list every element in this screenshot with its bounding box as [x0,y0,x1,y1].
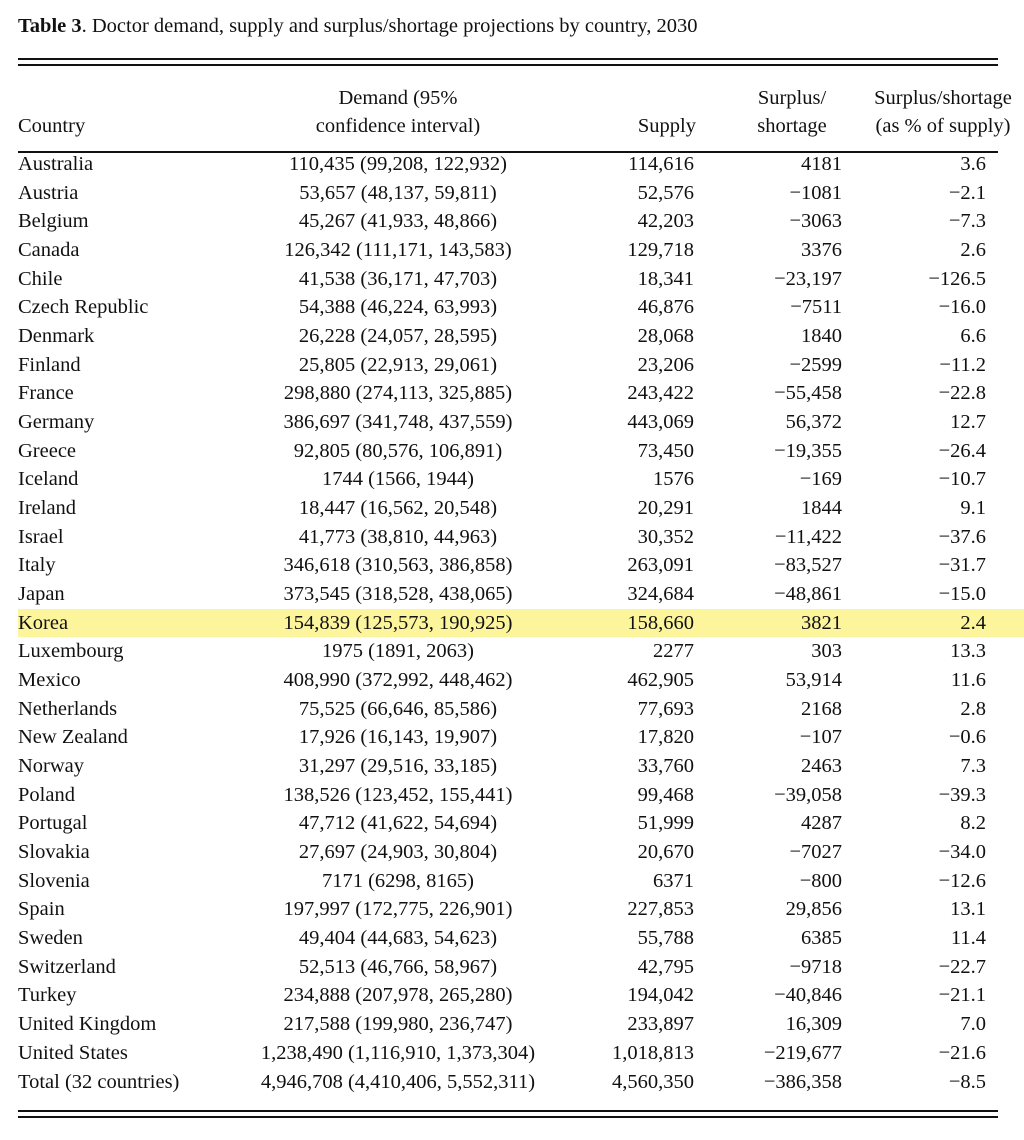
cell-country: Australia [18,153,94,175]
cell-demand: 4,946,708 (4,410,406, 5,552,311) [260,1070,536,1093]
cell-surplus: 2168 [801,697,842,720]
cell-supply: 243,422 [627,382,694,405]
cell-demand: 110,435 (99,208, 122,932) [289,153,507,175]
table-row [18,351,1024,380]
cell-supply: 23,206 [637,353,694,376]
cell-demand: 41,538 (36,171, 47,703) [298,267,498,290]
cell-supply: 73,450 [637,439,694,462]
cell-pct: −7.3 [948,210,986,233]
table-row [18,895,1024,924]
table-row [18,1010,1024,1039]
table-row [18,752,1024,781]
cell-demand: 75,525 (66,646, 85,586) [298,697,498,720]
cell-supply: 129,718 [627,239,694,262]
cell-supply: 462,905 [627,669,694,692]
header-supply: Supply [637,115,696,137]
table-row [18,809,1024,838]
cell-demand: 17,926 (16,143, 19,907) [298,726,498,749]
cell-surplus: −386,358 [763,1070,842,1093]
cell-surplus: −219,677 [763,1041,842,1064]
table-row [18,1068,1024,1097]
header-country: Country [18,115,86,137]
cell-supply: 77,693 [637,697,694,720]
cell-pct: 11.4 [950,927,986,950]
cell-supply: 263,091 [627,554,694,577]
table-row [18,523,1024,552]
cell-surplus: −19,355 [774,439,842,462]
cell-country: Slovakia [18,841,90,864]
cell-supply: 30,352 [637,525,694,548]
cell-pct: −11.2 [939,353,986,376]
cell-country: Netherlands [18,697,118,720]
cell-surplus: 1844 [801,497,842,520]
cell-surplus: −55,458 [774,382,842,405]
cell-demand: 49,404 (44,683, 54,623) [298,927,498,950]
table-row [18,265,1024,294]
cell-country: Total (32 countries) [18,1070,180,1093]
cell-country: Portugal [18,812,88,835]
cell-pct: 2.4 [856,609,1024,638]
cell-country: Chile [18,267,63,290]
table-row-highlighted [18,609,1024,638]
cell-country: Norway [18,755,85,778]
cell-surplus: −9718 [789,955,842,978]
cell-country: Czech Republic [18,296,149,319]
cell-demand: 298,880 (274,113, 325,885) [283,382,513,405]
cell-pct: −126.5 [928,267,986,290]
cell-pct: −21.6 [938,1041,986,1064]
cell-pct: 12.7 [950,411,986,434]
header-pct [856,82,1024,150]
table-row [18,293,1024,322]
cell-pct: 3.6 [960,153,986,175]
cell-demand: 52,513 (46,766, 58,967) [298,955,498,978]
table-row [18,236,1024,265]
cell-demand: 53,657 (48,137, 59,811) [299,181,497,204]
cell-demand: 234,888 (207,978, 265,280) [283,984,513,1007]
table-row [18,695,1024,724]
header-rule [18,151,998,153]
cell-demand: 25,805 (22,913, 29,061) [298,353,498,376]
cell-country: Sweden [18,927,83,950]
cell-demand: 1744 (1566, 1944) [321,468,475,491]
header-surplus-line1: Surplus/ [757,87,827,109]
cell-surplus: 4181 [801,153,842,175]
table-row [18,981,1024,1010]
top-rule-2 [18,64,998,66]
cell-pct: 7.0 [960,1013,986,1036]
cell-supply: 28,068 [637,325,694,348]
cell-country: Japan [18,583,65,606]
cell-pct: −8.5 [948,1070,986,1093]
cell-pct: 8.2 [960,812,986,835]
table-title: . Doctor demand, supply and surplus/shortage projections by country, 2030 [81,15,698,37]
table-row [18,666,1024,695]
cell-supply: 233,897 [627,1013,694,1036]
cell-pct: 2.6 [960,239,986,262]
cell-surplus: −3063 [789,210,842,233]
cell-demand: 92,805 (80,576, 106,891) [293,439,503,462]
cell-surplus: −83,527 [774,554,842,577]
cell-country: United Kingdom [18,1013,157,1036]
cell-surplus: −169 [799,468,842,491]
table-row [18,781,1024,810]
cell-country: Slovenia [18,869,90,892]
header-surplus-line2: shortage [757,115,827,137]
cell-supply: 6371 [653,869,694,892]
cell-demand: 27,697 (24,903, 30,804) [298,841,498,864]
cell-supply: 443,069 [627,411,694,434]
table-row [18,494,1024,523]
header-demand [230,82,566,150]
cell-pct: −15.0 [938,583,986,606]
cell-pct: −22.7 [938,955,986,978]
cell-surplus: 303 [811,640,842,663]
table-row [18,723,1024,752]
cell-supply: 4,560,350 [612,1070,694,1093]
cell-country: New Zealand [18,726,128,749]
cell-country: Spain [18,898,65,921]
table-row [18,437,1024,466]
cell-demand: 1,238,490 (1,116,910, 1,373,304) [260,1041,536,1064]
cell-surplus: −11,422 [774,525,842,548]
table-row [18,580,1024,609]
table-body [18,150,1024,1096]
cell-supply: 20,670 [637,841,694,864]
cell-supply: 1576 [653,468,694,491]
cell-country: Denmark [18,325,95,348]
cell-supply: 33,760 [637,755,694,778]
cell-demand: 41,773 (38,810, 44,963) [298,525,498,548]
table-row [18,637,1024,666]
table-row [18,207,1024,236]
table-row [18,322,1024,351]
cell-surplus: −23,197 [774,267,842,290]
table-row [18,150,1024,179]
cell-pct: 11.6 [950,669,986,692]
cell-pct: −21.1 [938,984,986,1007]
cell-surplus: 4287 [801,812,842,835]
cell-pct: −31.7 [938,554,986,577]
cell-pct: 6.6 [960,325,986,348]
cell-demand: 217,588 (199,980, 236,747) [283,1013,513,1036]
table-row [18,1039,1024,1068]
cell-country: Italy [18,554,56,577]
table-header [18,82,1024,150]
header-pct-line2: (as % of supply) [875,115,1011,137]
cell-country: France [18,382,74,405]
cell-demand: 18,447 (16,562, 20,548) [298,497,498,520]
cell-pct: −37.6 [938,525,986,548]
cell-supply: 42,203 [637,210,694,233]
table-caption [18,12,697,40]
cell-supply: 42,795 [637,955,694,978]
cell-demand: 197,997 (172,775, 226,901) [283,898,513,921]
cell-surplus: 53,914 [785,669,842,692]
cell-country: Ireland [18,497,77,520]
bottom-rule-2 [18,1116,998,1118]
cell-country: Israel [18,525,64,548]
cell-surplus: −2599 [789,353,842,376]
cell-supply: 2277 [653,640,694,663]
cell-demand: 31,297 (29,516, 33,185) [298,755,498,778]
cell-supply: 46,876 [637,296,694,319]
table-row [18,924,1024,953]
cell-country: Korea [18,609,230,638]
cell-pct: −0.6 [948,726,986,749]
cell-demand: 1975 (1891, 2063) [321,640,475,663]
cell-country: Canada [18,239,80,262]
cell-surplus: 1840 [801,325,842,348]
cell-country: Finland [18,353,81,376]
cell-surplus: −1081 [789,181,842,204]
table-row [18,953,1024,982]
cell-demand: 45,267 (41,933, 48,866) [298,210,498,233]
table-row [18,551,1024,580]
cell-supply: 194,042 [627,984,694,1007]
cell-surplus: 16,309 [785,1013,842,1036]
cell-demand: 408,990 (372,992, 448,462) [283,669,513,692]
cell-surplus: 2463 [801,755,842,778]
cell-surplus: 3376 [801,239,842,262]
cell-demand: 54,388 (46,224, 63,993) [298,296,498,319]
cell-pct: −12.6 [938,869,986,892]
table-row [18,465,1024,494]
header-pct-line1: Surplus/shortage [874,87,1012,109]
cell-pct: 9.1 [960,497,986,520]
cell-country: Mexico [18,669,81,692]
table-row [18,838,1024,867]
cell-pct: −34.0 [938,841,986,864]
cell-surplus: 3821 [706,609,856,638]
table-row [18,408,1024,437]
data-table [18,82,1024,1096]
cell-surplus: −7511 [790,296,842,319]
cell-supply: 158,660 [566,609,706,638]
cell-demand: 138,526 (123,452, 155,441) [283,783,513,806]
cell-surplus: −800 [799,869,842,892]
cell-country: United States [18,1041,128,1064]
cell-country: Switzerland [18,955,116,978]
bottom-rule-1 [18,1110,998,1112]
table-label: Table 3 [18,15,82,37]
cell-supply: 1,018,813 [612,1041,694,1064]
cell-country: Luxembourg [18,640,124,663]
table-row [18,867,1024,896]
cell-country: Iceland [18,468,79,491]
cell-pct: −26.4 [938,439,986,462]
cell-supply: 55,788 [637,927,694,950]
cell-country: Turkey [18,984,77,1007]
table-row [18,179,1024,208]
cell-supply: 227,853 [627,898,694,921]
cell-pct: −10.7 [938,468,986,491]
cell-pct: 2.8 [960,697,986,720]
cell-pct: 7.3 [960,755,986,778]
cell-surplus: −40,846 [774,984,842,1007]
table-row [18,379,1024,408]
cell-supply: 18,341 [637,267,694,290]
cell-demand: 126,342 (111,171, 143,583) [284,239,512,262]
cell-pct: −22.8 [938,382,986,405]
cell-demand: 346,618 (310,563, 386,858) [283,554,513,577]
cell-pct: −39.3 [938,783,986,806]
cell-demand: 373,545 (318,528, 438,065) [283,583,513,606]
cell-supply: 51,999 [637,812,694,835]
cell-surplus: 29,856 [785,898,842,921]
cell-supply: 20,291 [637,497,694,520]
cell-country: Belgium [18,210,89,233]
cell-surplus: −107 [799,726,842,749]
header-demand-line1: Demand (95% [338,87,458,109]
cell-surplus: 56,372 [785,411,842,434]
cell-supply: 17,820 [637,726,694,749]
cell-supply: 99,468 [637,783,694,806]
cell-country: Poland [18,783,75,806]
cell-demand: 47,712 (41,622, 54,694) [298,812,498,835]
cell-country: Germany [18,411,95,434]
cell-demand: 154,839 (125,573, 190,925) [230,609,566,638]
cell-surplus: −7027 [789,841,842,864]
cell-supply: 324,684 [627,583,694,606]
cell-demand: 26,228 (24,057, 28,595) [298,325,498,348]
header-demand-line2: confidence interval) [315,115,481,137]
header-surplus [706,82,856,150]
cell-country: Austria [18,181,79,204]
top-rule-1 [18,58,998,60]
cell-country: Greece [18,439,77,462]
cell-surplus: −39,058 [774,783,842,806]
cell-pct: −2.1 [948,181,986,204]
cell-surplus: −48,861 [774,583,842,606]
cell-demand: 386,697 (341,748, 437,559) [283,411,513,434]
cell-pct: 13.3 [950,640,986,663]
cell-pct: −16.0 [938,296,986,319]
cell-surplus: 6385 [801,927,842,950]
cell-demand: 7171 (6298, 8165) [321,869,475,892]
cell-supply: 114,616 [628,153,694,175]
cell-pct: 13.1 [950,898,986,921]
cell-supply: 52,576 [637,181,694,204]
